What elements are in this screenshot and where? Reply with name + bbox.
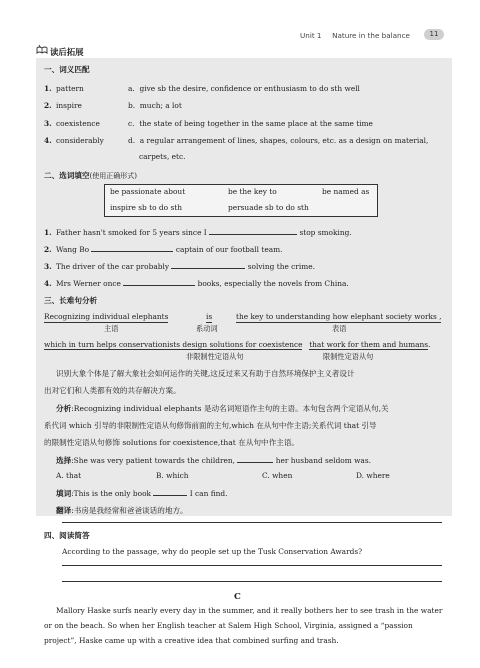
match-item-1: 1. pattern bbox=[44, 84, 84, 93]
choice-option-c[interactable]: C. when bbox=[262, 471, 293, 480]
fill-word-question: 填词:This is the only book I can find. bbox=[56, 489, 228, 498]
answer-blank[interactable] bbox=[171, 261, 245, 269]
short-answer-question: According to the passage, why do people set up the Tusk Conservation Awards? bbox=[62, 547, 363, 556]
answer-blank[interactable] bbox=[153, 488, 187, 496]
match-item-3: 3. coexistence bbox=[44, 119, 100, 128]
choice-option-b[interactable]: B. which bbox=[156, 471, 189, 480]
sentence-verb: is bbox=[206, 312, 213, 321]
section-title: 读后拓展 bbox=[50, 47, 84, 57]
part1-title: 一、词义匹配 bbox=[44, 65, 90, 74]
passage-text bbox=[44, 603, 444, 649]
answer-blank[interactable] bbox=[237, 455, 273, 463]
page-number: 11 bbox=[429, 30, 439, 38]
page-number-badge bbox=[424, 29, 444, 40]
sentence-predicative: the key to understanding how elephant society works , bbox=[236, 312, 442, 321]
answer-line[interactable] bbox=[62, 581, 442, 582]
match-item-4: 4. considerably bbox=[44, 136, 104, 145]
label-predicative: 表语 bbox=[332, 324, 347, 333]
restrictive-clause: that work for them and humans bbox=[309, 340, 429, 349]
choice-option-a[interactable]: A. that bbox=[56, 471, 82, 480]
match-def-b: b. much; a lot bbox=[128, 101, 182, 110]
choice-question: 选择:She was very patient towards the children, her husband seldom was. bbox=[56, 456, 371, 465]
word-bank-item: be passionate about bbox=[110, 187, 186, 196]
choice-option-d[interactable]: D. where bbox=[356, 471, 390, 480]
unit-label: Unit 1 bbox=[300, 31, 322, 40]
word-bank-item: persuade sb to do sth bbox=[228, 203, 309, 212]
analysis-line: 的限制性定语从句修饰 solutions for coexistence,that 在从句中作主语。 bbox=[44, 438, 300, 447]
label-verb: 系动词 bbox=[196, 324, 218, 333]
part4-title: 四、阅读简答 bbox=[44, 531, 90, 540]
word-bank-item: be the key to bbox=[228, 187, 277, 196]
passage-line: project”, Haske came up with a creative idea that combined surfing and trash. bbox=[44, 636, 339, 646]
answer-blank[interactable] bbox=[91, 244, 173, 252]
passage-letter: C bbox=[234, 592, 241, 602]
translate-question: 翻译:书房是我经常和爸爸谈话的地方。 bbox=[56, 506, 188, 515]
passage-line: Mallory Haske surfs nearly every day in the summer, and it really bothers her to see trash in the water bbox=[56, 606, 443, 615]
analysis-line: 系代词 which 引导的非限制性定语从句修饰前面的主句,which 在从句中作主语;关系代词 that 引导 bbox=[44, 421, 377, 430]
answer-line[interactable] bbox=[62, 565, 442, 566]
fill-question-1: 1. Father hasn't smoked for 5 years since I stop smoking. bbox=[44, 228, 352, 237]
sentence-line-2: which in turn helps conservationists design solutions for coexistence that work for them and humans. bbox=[44, 340, 431, 349]
sentence-subject: Recognizing individual elephants bbox=[44, 312, 169, 321]
answer-blank[interactable] bbox=[123, 278, 195, 286]
match-def-c: c. the state of being together in the same place at the same time bbox=[128, 119, 373, 128]
translation-line: 出对它们和人类都有效的共存解决方案。 bbox=[44, 386, 181, 395]
part3-title: 三、长难句分析 bbox=[44, 296, 98, 305]
match-item-2: 2. inspire bbox=[44, 101, 82, 110]
match-def-a: a. give sb the desire, confidence or enthusiasm to do sth well bbox=[128, 84, 360, 93]
answer-line[interactable] bbox=[62, 522, 442, 523]
fill-question-4: 4. Mrs Werner once books, especially the novels from China. bbox=[44, 279, 349, 288]
label-restrictive: 限制性定语从句 bbox=[323, 352, 374, 361]
unit-title: Nature in the balance bbox=[332, 31, 410, 40]
label-subject: 主语 bbox=[104, 324, 119, 333]
word-bank-item: inspire sb to do sth bbox=[110, 203, 182, 212]
word-bank-item: be named as bbox=[322, 187, 370, 196]
label-nonrestrictive: 非限制性定语从句 bbox=[186, 352, 244, 361]
nonrestrictive-clause: which in turn helps conservationists design solutions for coexistence bbox=[44, 340, 303, 349]
match-def-d-continuation: carpets, etc. bbox=[139, 152, 186, 161]
part2-title: 二、选词填空(使用正确形式) bbox=[44, 171, 138, 180]
fill-question-2: 2. Wang Bo captain of our football team. bbox=[44, 245, 283, 254]
running-header bbox=[300, 31, 410, 40]
analysis-line: 分析:Recognizing individual elephants 是动名词短语作主句的主语。本句包含两个定语从句,关 bbox=[56, 404, 389, 413]
passage-line: or on the beach. So when her English teacher at Salem High School, Virginia, assigned a “passion bbox=[44, 621, 413, 631]
translation-line: 识别大象个体是了解大象社会如何运作的关键,这反过来又有助于自然环境保护主义者设计 bbox=[56, 369, 355, 378]
fill-question-3: 3. The driver of the car probably solving the crime. bbox=[44, 262, 315, 271]
match-def-d: d. a regular arrangement of lines, shapes, colours, etc. as a design on material, bbox=[128, 136, 429, 145]
book-icon bbox=[36, 44, 48, 56]
answer-blank[interactable] bbox=[209, 227, 297, 235]
